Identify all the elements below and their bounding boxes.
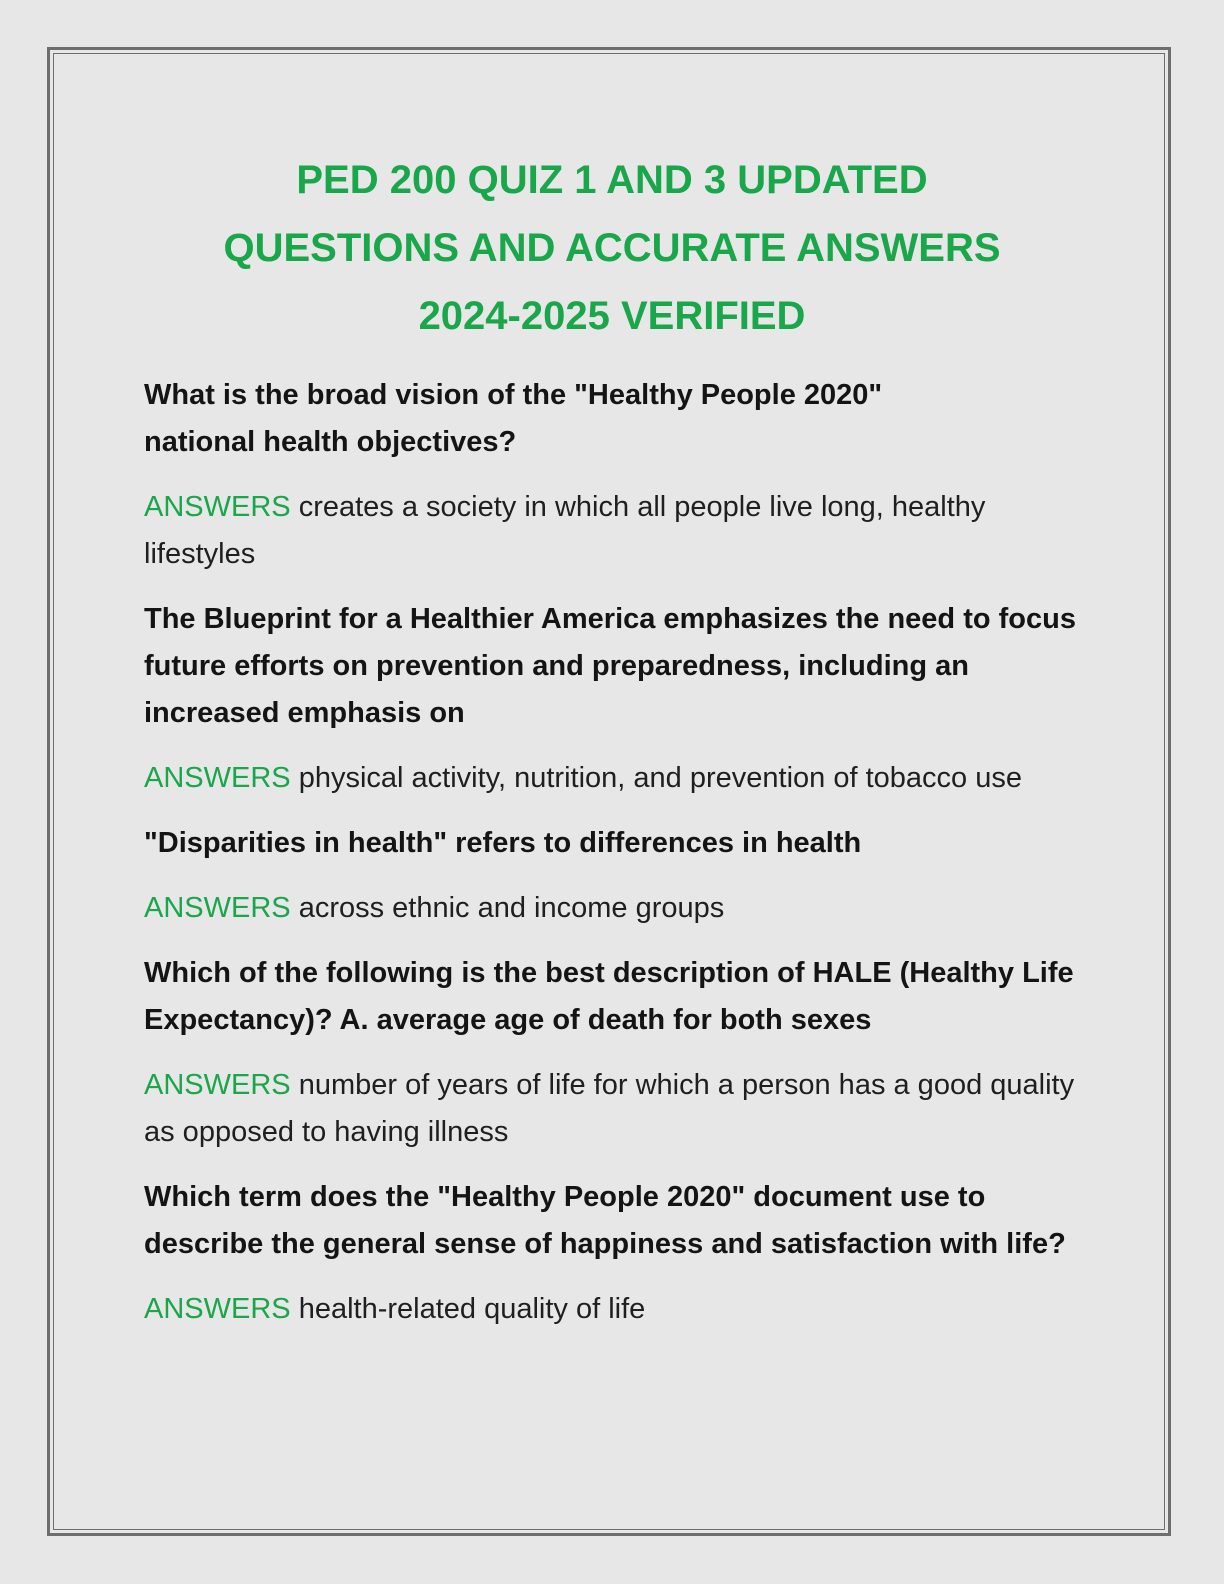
document-title: PED 200 QUIZ 1 AND 3 UPDATED QUESTIONS AND ACCURATE ANSWERS 2024-2025 VERIFIED (223, 158, 1001, 338)
answer-5 (144, 1286, 1080, 1333)
answer-text: health-related quality of life (298, 1293, 646, 1325)
answer-text: creates a society in which all people live long, healthy lifestyles (144, 491, 986, 570)
document-body (144, 146, 1080, 1351)
question-1: What is the broad vision of the "Healthy People 2020" national health objectives? (144, 379, 883, 458)
answer-4 (144, 1062, 1080, 1156)
question-3: "Disparities in health" refers to differences in health (144, 827, 862, 859)
answer-2 (144, 755, 1080, 802)
question-2: The Blueprint for a Healthier America emphasizes the need to focus future efforts on prevention and preparedness, including an increased emphasis on (144, 603, 1076, 729)
answer-label: ANSWERS (144, 762, 291, 794)
answer-text: physical activity, nutrition, and prevention of tobacco use (298, 762, 1022, 794)
answer-text: number of years of life for which a person has a good quality as opposed to having illness (144, 1069, 1075, 1148)
answer-label: ANSWERS (144, 1069, 291, 1101)
question-4: Which of the following is the best description of HALE (Healthy Life Expectancy)? A. average age of death for both sexes (144, 957, 1074, 1036)
question-5: Which term does the "Healthy People 2020" document use to describe the general sense of happiness and satisfaction with life? (144, 1181, 1066, 1260)
answer-1 (144, 484, 1080, 578)
answer-text: across ethnic and income groups (298, 892, 725, 924)
answer-3 (144, 885, 1080, 932)
answer-label: ANSWERS (144, 491, 291, 523)
answer-label: ANSWERS (144, 1293, 291, 1325)
answer-label: ANSWERS (144, 892, 291, 924)
